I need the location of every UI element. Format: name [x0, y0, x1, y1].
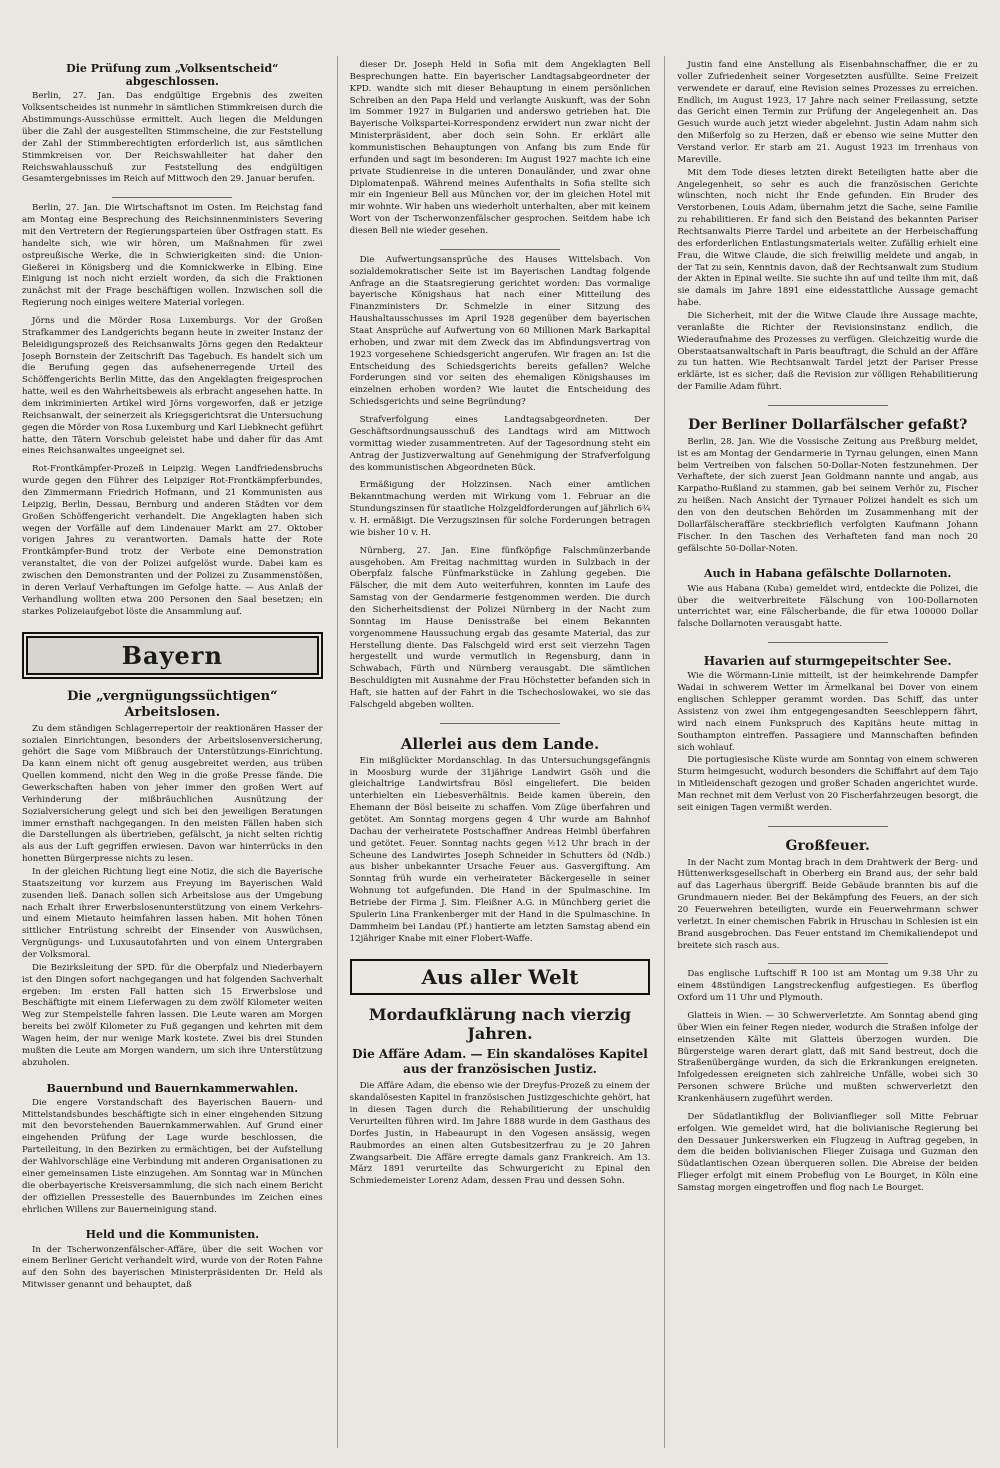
article-wittelsbach: Die Aufwertungsansprüche des Hauses Wittelsbach. Von sozialdemokratischer Seite ist im Bayerischen Landtag folgende Anfrage an die Staatsregierung gerichtet worden: Das vormalige bayerische Königshaus hat nach einer Mitteilung des Finanzministers Dr. Schmelzle in einer Sitzung des Haushaltausschusses im April 1928 gegenüber dem bayerischen Staat Ansprüche auf Aufwertung von 60 Millionen Mark Barkapital erhoben, und zwar mit dem Zweck das im Abfindungsvertrag von 1923 vorgesehene Schiedsgericht angerufen. Wir fragen an: Ist die Entscheidung des Schiedsgerichts bereits gefallen? Welche Forderungen sind vor seiten des ehemaligen Königshauses im einzelnen erhoben worden? Wie lautet die Entscheidung des Schiedsgerichts und seine Begründung?: [349, 254, 651, 408]
article-adam-continued: Justin fand eine Anstellung als Eisenbahnschaffner, die er zu voller Zufriedenheit seiner Vorgesetzten ausfüllte. Seine Freizeit verwendete er darauf, eine Revision seines Prozesses zu erreichen. Endlich, im August 1923, 17 Jahre nach seiner Freilassung, setzte das Gericht einen Termin zur Prüfung der Angelegenheit an. Das Gesuch wurde auch jetzt wieder abgelehnt. Justin Adam nahm sich den Mißerfolg so zu Herzen, daß er ebenso wie seine Mutter den Verstand verlor. Er starb am 21. August 1923 im Irrenhaus von Mareville. Mit dem Tode dieses letzten direkt Beteiligten hatte aber die Angelegenheit, so sehr es auch die französischen Gerichte wünschten, noch nicht ihr Ende gefunden. Ein Bruder des Verstorbenen, Louis Adam, übernahm jetzt die Sache, seine Familie zu rehabilitieren. Er fand sich den Beistand des bekannten Pariser Rechtsanwalts Pierre Tardel und arbeitete an der Herbeischaffung des erforderlichen Entlastungsmaterials weiter. Zufällig erhielt eine Frau, die Witwe Claude, die sich freiwillig meldete und angab, in der Tat zu sein, Kenntnis davon, daß der Rechtsanwalt zum Studium der Akten in Epinal weilte. Sie suchte ihn auf und teilte ihm mit, daß sie damals im Jahre 1891 eine eidesstattliche Aussage gemacht habe. Die Sicherheit, mit der die Witwe Claude ihre Aussage machte, veranlaßte die Richter der Revisionsinstanz endlich, die Wiederaufnahme des Prozesses zu verfügen. Gleichzeitig wurde die Oberstaatsanwaltschaft in Paris beauftragt, die Schuld an der Affäre zu tun hatten. Wie Rechtsanwalt Tardel jetzt der Pariser Presse erklärte, ist es sicher, daß die Revision zur völligen Rehabilitierung der Familie Adam führt.: [677, 60, 979, 393]
article-dollarfaelscher: Berlin, 28. Jan. Wie die Vossische Zeitung aus Preßburg meldet, ist es am Montag der Gendarmerie in Tyrnau gelungen, einen Mann beim Vertreiben von falschen 50-Dollar-Noten festzunehmen. Der Verhaftete, der sich zuerst Jean Goldmann nannte und angab, aus Karpatho-Rußland zu stammen, gab bei seinem Verhör zu, Fischer zu heißen. Nach Ansicht der Tyrnauer Polizei handelt es sich um den von den deutschen Behörden im Zusammenhang mit der Dollarfälscheraffäre steckbrieflich verfolgten Kaufmann Johann Fischer. In den Taschen des Verhafteten fand man noch 20 gefälschte 50-Dollar-Noten.: [677, 436, 979, 554]
section-header-aus-aller-welt: Aus aller Welt: [350, 959, 651, 995]
article-falschmuenzer: Nürnberg, 27. Jan. Eine fünfköpfige Falschmünzerbande ausgehoben. Am Freitag nachmittag wurden in Sulzbach in der Oberpfalz falsche Fünfmarkstücke in Zahlung gegeben. Die Fälscher, die mit dem Auto weiterfuhren, konnten im Laufe des Samstag von der Gendarmerie festgenommen werden. Die durch den Sicherheitsdienst der Polizei Nürnberg in der Nacht zum Sonntag im Hause Denisstraße bei einem Bekannten vorgenommene Haussuchung ergab das gesamte Material, das zur Herstellung diente. Das Falschgeld wird erst seit vierzehn Tagen hergestellt und wurde vermutlich in Regensburg, dann in Schwabach, Fürth und Nürnberg verausgabt. Die sämtlichen Beschuldigten mit Ausnahme der Frau Höchstetter befanden sich in Haft, sie hatten auf der Fahrt in die Tschechoslowakei, wo sie das Falschgeld abgeben wollten.: [349, 545, 651, 710]
divider: [440, 723, 560, 724]
headline-allerlei: Allerlei aus dem Lande.: [400, 734, 600, 753]
article-habana: Wie aus Habana (Kuba) gemeldet wird, entdeckte die Polizei, die über die weitverbreitete Fälschung von 100-Dollarnoten unterrichtet war, eine Fälscherbande, die für etwa 100000 Dollar falsche Dollarnoten verausgabt hatte.: [677, 583, 979, 630]
article-held-kommunisten: In der Tscherwonzenfälscher-Affäre, über die seit Wochen vor einem Berliner Gericht verhandelt wird, wurde von der Roten Fahne auf den Sohn des bayerischen Ministerpräsidenten Dr. Held als Mitwisser genannt und behauptet, daß: [22, 1244, 323, 1291]
article-allerlei: Ein mißglückter Mordanschlag. In das Untersuchungsgefängnis in Moosburg wurde der 31jährige Landwirt Gsöh und die gleichaltrige Landwirtsfrau Bösl eingeliefert. Die beiden unterhielten ein Liebesverhältnis. Beide kamen überein, den Ehemann der Bösl beiseite zu schaffen. Vom Züge überfahren und getötet. Am Sonntag morgens gegen 4 Uhr wurde am Bahnhof Dachau der verheiratete Postschaffner Andreas Heimbl überfahren und getötet. Feuer. Sonntag nachts gegen ½12 Uhr brach in der Scheune des Landwirtes Joseph Schneider in Schutters öd (Ndb.) aus bisher unbekannter Ursache Feuer aus. Gasvergiftung. Am Sonntag früh wurde ein verheirateter Bäckergeselle in seiner Wohnung tot aufgefunden. Die Hand in der Spulmaschine. Im Betriebe der Firma J. Sim. Fleißner A.G. in Münchberg geriet die Spulerin Lina Frankenberger mit der Hand in die Spulmaschine. In Dammheim bei Landau (Pf.) hantierte am letzten Samstag abend ein 12jähriger Knabe mit einer Flobert-Waffe.: [349, 755, 651, 944]
article-bauernbund: Die engere Vorstandschaft des Bayerischen Bauern- und Mittelstandsbundes beschäftigte sich in einer eingehenden Sitzung mit den bevorstehenden Bauernkammerwahlen. Auf Grund einer eingehenden Prüfung der Lage wurde beschlossen, die Parteileitung, in den Bezirken zu ermächtigen, bei der Aufstellung der Wahlvorschläge eine Verbindung mit anderen Organisationen zu einer gemeinsamen Liste einzugehen. Am Sonntag war in München die oberbayerische Kreisversammlung, die sich nach einem Bericht der offiziellen Pressestelle des Bauernbundes im Zeichen eines ehrlichen Willens zur Bauerneinigung stand.: [22, 1097, 323, 1215]
article-strafverfolgung: Strafverfolgung eines Landtagsabgeordneten. Der Geschäftsordnungsausschuß des Landtags wird am Mittwoch vormittag wieder zusammentreten. Auf der Tagesordnung steht ein Antrag der Justizverwaltung auf Genehmigung der Strafverfolgung des kommunistischen Abgeordneten Bück.: [349, 415, 651, 473]
headline-havarien: Havarien auf sturmgepeitschter See.: [703, 654, 952, 669]
article-suedatlantikflug: Der Südatlantikflug der Bolivianflieger soll Mitte Februar erfolgen. Wie gemeldet wird, hat die bolivianische Regierung bei den Dessauer Junkerswerken ein Flugzeug in Auftrag gegeben, in dem die beiden bolivianischen Flieger Zuisaga und Guzman den Südatlantischen Ozean überqueren sollen. Die Abreise der beiden Flieger erfolgt mit einem Probeflug von Le Bourget, in Köln eine Samstag morgen eingetroffen und flog nach Le Bourget.: [677, 1111, 979, 1194]
article-grossfeuer: In der Nacht zum Montag brach in dem Drahtwerk der Berg- und Hüttenwerksgesellschaft in Oberberg ein Brand aus, der sehr bald auf das Lagerhaus übergriff. Beide Gebäude brannten bis auf die Grundmauern nieder. Bei der Bekämpfung des Feuers, an der sich 20 Feuerwehren beteiligten, wurde ein Feuerwehrmann schwer verletzt. In einer chemischen Fabrik in Hruschau in Schlesien ist ein Brand ausgebrochen. Das Feuer entstand im Chemikaliendepot und breitete sich rasch aus.: [677, 857, 979, 951]
article-affaere-adam: Die Affäre Adam, die ebenso wie der Dreyfus-Prozeß zu einem der skandalösesten Kapitel in französischen Justizgeschichte gehört, hat in diesen Tagen durch die Rehabilitierung der unschuldig Verurteilten führen wird. Im Jahre 1888 wurde in dem Gasthaus des Dorfes Justin, in Habeaurupt in den Vogesen ansässig, wegen Raubmordes an einen alten Gutsbesitzerfrau zu je 20 Jahren Zwangsarbeit. Die Affäre erregte damals ganz Frankreich. Am 13. März 1891 verurteilte das Schwurgericht zu Epinal den Schmiedemeister Lorenz Adam, dessen Frau und dessen Sohn.: [349, 1081, 651, 1187]
column-3: [664, 56, 978, 1448]
divider: [440, 249, 560, 250]
headline-grossfeuer: Großfeuer.: [785, 837, 870, 854]
headline-dollarfaelscher: Der Berliner Dollarfälscher gefaßt?: [688, 417, 968, 434]
divider: [768, 405, 888, 406]
divider: [768, 963, 888, 964]
divider: [112, 197, 232, 198]
headline-bauernbund: Bauernbund und Bauernkammerwahlen.: [46, 1081, 299, 1095]
article-arbeitslose: Zu dem ständigen Schlagerrepertoir der reaktionären Hasser der sozialen Einrichtungen, besonders der Arbeitslosenversicherung, gehört die Sage vom Mißbrauch der Unterstützungs-Einrichtung. Da kann einem nicht oft genug ausgebreitet werden, aus trüben Quellen kommend, nicht den Weg in die große Presse fände. Die Gewerkschaften haben von jeher immer den großen Wert auf Verhinderung der mißbräuchlichen Ausnützung der Sozialversicherung gelegt und sich bei den jeweiligen Beratungen immer ernsthaft nachgegangen. In den meisten Fällen haben sich die Darstellungen als übertrieben, gefälscht, ja nicht selten richtig als aus der Luft gegriffen erwiesen. Davon war hinterrücks in den honetten Bürgerpresse nichts zu lesen. In der gleichen Richtung liegt eine Notiz, die sich die Bayerische Staatszeitung vor kurzem aus Freyung im Bayerischen Wald zusenden ließ. Danach sollen sich Arbeitslose aus der Umgebung nach Erhalt ihrer Erwerbslosenunterstützung von einem Verkehrs- und einem Mietauto heimfahren lassen haben. Mit hohen Tönen sittlicher Entrüstung schreibt der Einsender von Auswüchsen, Vergnügungs- und Luxusautofahrten und von einem Untergraben der Volksmoral. Die Bezirksleitung der SPD. für die Oberpfalz und Niederbayern ist den Dingen sofort nachgegangen und hat folgenden Sachverhalt ergeben: Im ersten Fall hatten sich 15 Erwerbslose und Beschäftigte mit einem Lieferwagen zu dem zwölf Kilometer weiten Weg zur Stempelstelle fahren lassen. Die Leute waren am Morgen bereits bei zwölf Kilometer zu Fuß gegangen und kehrten mit dem Wagen heim, der nur wenige Mark kostete. Zwei bis drei Stunden mußten die Leute am Morgen wandern, um sich ihre Unterstützung abzuholen.: [22, 723, 323, 1068]
article-luftschiff: Das englische Luftschiff R 100 ist am Montag um 9.38 Uhr zu einem 48stündigen Langstreckenflug aufgestiegen. Es überflog Oxford um 11 Uhr und Plymouth.: [677, 969, 979, 1004]
article-havarien: Wie die Wörmann-Linie mitteilt, ist der heimkehrende Dampfer Wadai in schwerem Wetter im Ärmelkanal bei Dover von einem englischen Schlepper gerammt worden. Das Schiff, das unter Assistenz von zwei ihm entgegengesandten Seeschleppern fährt, wird nach einem Funkspruch des Kapitäns heute mittag in Southampton eintreffen. Passagiere und Mannschaften befinden sich wohlauf. Die portugiesische Küste wurde am Sonntag von einem schweren Sturm heimgesucht, wodurch besonders die Schiffahrt auf dem Tajo in Mitleidenschaft gezogen und großer Schaden angerichtet wurde. Man rechnet mit dem Verlust von 20 Fischerfahrzeugen besorgt, die seit einigen Tagen vermißt werden.: [677, 671, 979, 813]
headline-held-kommunisten: Held und die Kommunisten.: [85, 1228, 260, 1242]
headline-arbeitslose: Die „vergnügungssüchtigen“ Arbeitslosen.: [67, 689, 278, 721]
headline-habana: Auch in Habana gefälschte Dollarnoten.: [704, 567, 952, 581]
column-1: [22, 56, 323, 1448]
article-rotfront: Rot-Frontkämpfer-Prozeß in Leipzig. Wegen Landfriedensbruchs wurde gegen den Führer des Leipziger Rot-Frontkämpferbundes, den Zimmermann Friedrich Hofmann, und 21 Kommunisten aus Leipzig, Berlin, Dessau, Bernburg und anderen Städten vor dem Großen Schöffengericht verhandelt. Die Angeklagten haben sich wegen der Vorfälle auf dem Lindenauer Markt am 27. Oktober vorigen Jahres zu verantworten. Damals hatte der Rote Frontkämpfer-Bund trotz der Verbote eine Demonstration veranstaltet, die von der Polizei aufgelöst wurde. Dabei kam es zwischen den Demonstranten und der Polizei zu Zusammenstößen, in deren Verlauf Verhaftungen im Gefolge hatte. — Aus Anlaß der Verhandlung wollten etwa 200 Personen den Saal besetzen; ein starkes Polizeiaufgebot löste die Ansammlung auf.: [22, 464, 323, 617]
column-2: [337, 56, 651, 1448]
subheadline-affaere-adam: Die Affäre Adam. — Ein skandalöses Kapitel aus der französischen Justiz.: [352, 1047, 648, 1077]
article-wirtschaftsnot: Berlin, 27. Jan. Die Wirtschaftsnot im Osten. Im Reichstag fand am Montag eine Besprechung des Reichsinnenministers Severing mit den Vertretern der Regierungsparteien über Ostfragen statt. Es handelte sich, wie wir hören, um Maßnahmen für zwei ostpreußische Werke, die in Schwierigkeiten sind: die Union-Gießerei in Königsberg und die Komnickwerke in Elbing. Eine Einigung ist noch nicht erzielt worden, da sich die Fraktionen zunächst mit der Frage beschäftigen wollen. Inzwischen soll die Regierung noch einiges weitere Material vorlegen.: [22, 203, 323, 309]
headline-mordaufklaerung: Mordaufklärung nach vierzig Jahren.: [368, 1005, 632, 1044]
divider: [768, 826, 888, 827]
divider: [768, 642, 888, 643]
article-held-continued: dieser Dr. Joseph Held in Sofia mit dem Angeklagten Bell Besprechungen hatte. Ein bayerischer Landtagsabgeordneter der KPD. wandte sich mit dieser Behauptung in einem persönlichen Schreiben an den Papa Held und verlangte Auskunft, was der Sohn im Sommer 1927 in Bulgarien und anderswo getrieben hat. Die Bayerische Volkspartei-Korrespondenz erwidert nun zwar nicht der Ministerpräsident, aber doch sein Sohn. Er erklärt alle kommunistischen Behauptungen von Anfang bis zum Ende für erfunden und sagt im besonderen: Im August 1927 machte ich eine private Studienreise in die unteren Donauländer, und zwar ohne Diplomatenpaß. Während meines Aufenthalts in Sofia stellte sich mir ein Ingenieur Bell aus München vor, der im gleichen Hotel mit mir wohnte. Wir haben uns wiederholt unterhalten, aber mit keinem Wort von der Tscherwonzenfälscher gesprochen. Seitdem habe ich diesen Bell nie wieder gesehen.: [349, 60, 651, 237]
article-joerns: Jörns und die Mörder Rosa Luxemburgs. Vor der Großen Strafkammer des Landgerichts begann heute in zweiter Instanz der Beleidigungsprozeß des Reichsanwalts Jörns gegen den Redakteur Joseph Bornstein der Zeitschrift Das Tagebuch. Es handelt sich um die Berufung gegen das aufsehenerregende Urteil des Schöffengerichts Berlin Mitte, das den Angeklagten freigesprochen hatte, weil es den Wahrheitsbeweis als erbracht angesehen hatte. In dem inkriminierten Artikel wird Jörns vorgeworfen, daß er jetzige Reichsanwalt, der seinerzeit als Kriegsgerichtsrat die Untersuchung gegen die Mörder von Rosa Luxemburg und Karl Liebknecht geführt hatte, den Tätern Vorschub geleistet habe und daher für das Amt eines Reichsanwaltes ungeeignet sei.: [22, 315, 323, 457]
article-holzzinsen: Ermäßigung der Holzzinsen. Nach einer amtlichen Bekanntmachung werden mit Wirkung vom 1. Februar an die Stundungszinsen für staatliche Holzgeldforderungen auf jährlich 6¾ v. H. ermäßigt. Die Verzugszinsen für solche Forderungen betragen wie bisher 10 v. H.: [349, 480, 651, 538]
article-volksentscheid: Berlin, 27. Jan. Das endgültige Ergebnis des zweiten Volksentscheides ist nunmehr in sämtlichen Stimmkreisen durch die Abstimmungs-Ausschüsse ermittelt. Auch liegen die Meldungen über die Zahl der ausgestellten Stimmscheine, die zur Feststellung der Zahl der Stimmberechtigten erforderlich ist, aus sämtlichen Stimmkreisen vor. Der Reichswahlleiter hat daher den Reichswahlausschuß zur Feststellung des endgültigen Gesamtergebnisses im Reich auf Mittwoch den 29. Januar berufen.: [22, 91, 323, 185]
section-header-bayern: Bayern: [22, 632, 323, 679]
headline-volksentscheid: Die Prüfung zum „Volksentscheid“ abgeschlossen.: [66, 62, 279, 89]
article-glatteis: Glatteis in Wien. — 30 Schwerverletzte. Am Sonntag abend ging über Wien ein feiner Regen nieder, wodurch die Straßen infolge der einsetzenden Kälte mit Glatteis überzogen wurden. Die Bürgersteige waren derart glatt, daß mit Sand bestreut, doch die Straßenübergänge wurden, da sich die Erkrankungen ereigneten. Infolgedessen ereigneten sich zahlreiche Unfälle, wobei sich 30 Personen schwere Brüche und mußten schwerverletzt den Krankenhäusern zugeführt werden.: [677, 1011, 979, 1105]
